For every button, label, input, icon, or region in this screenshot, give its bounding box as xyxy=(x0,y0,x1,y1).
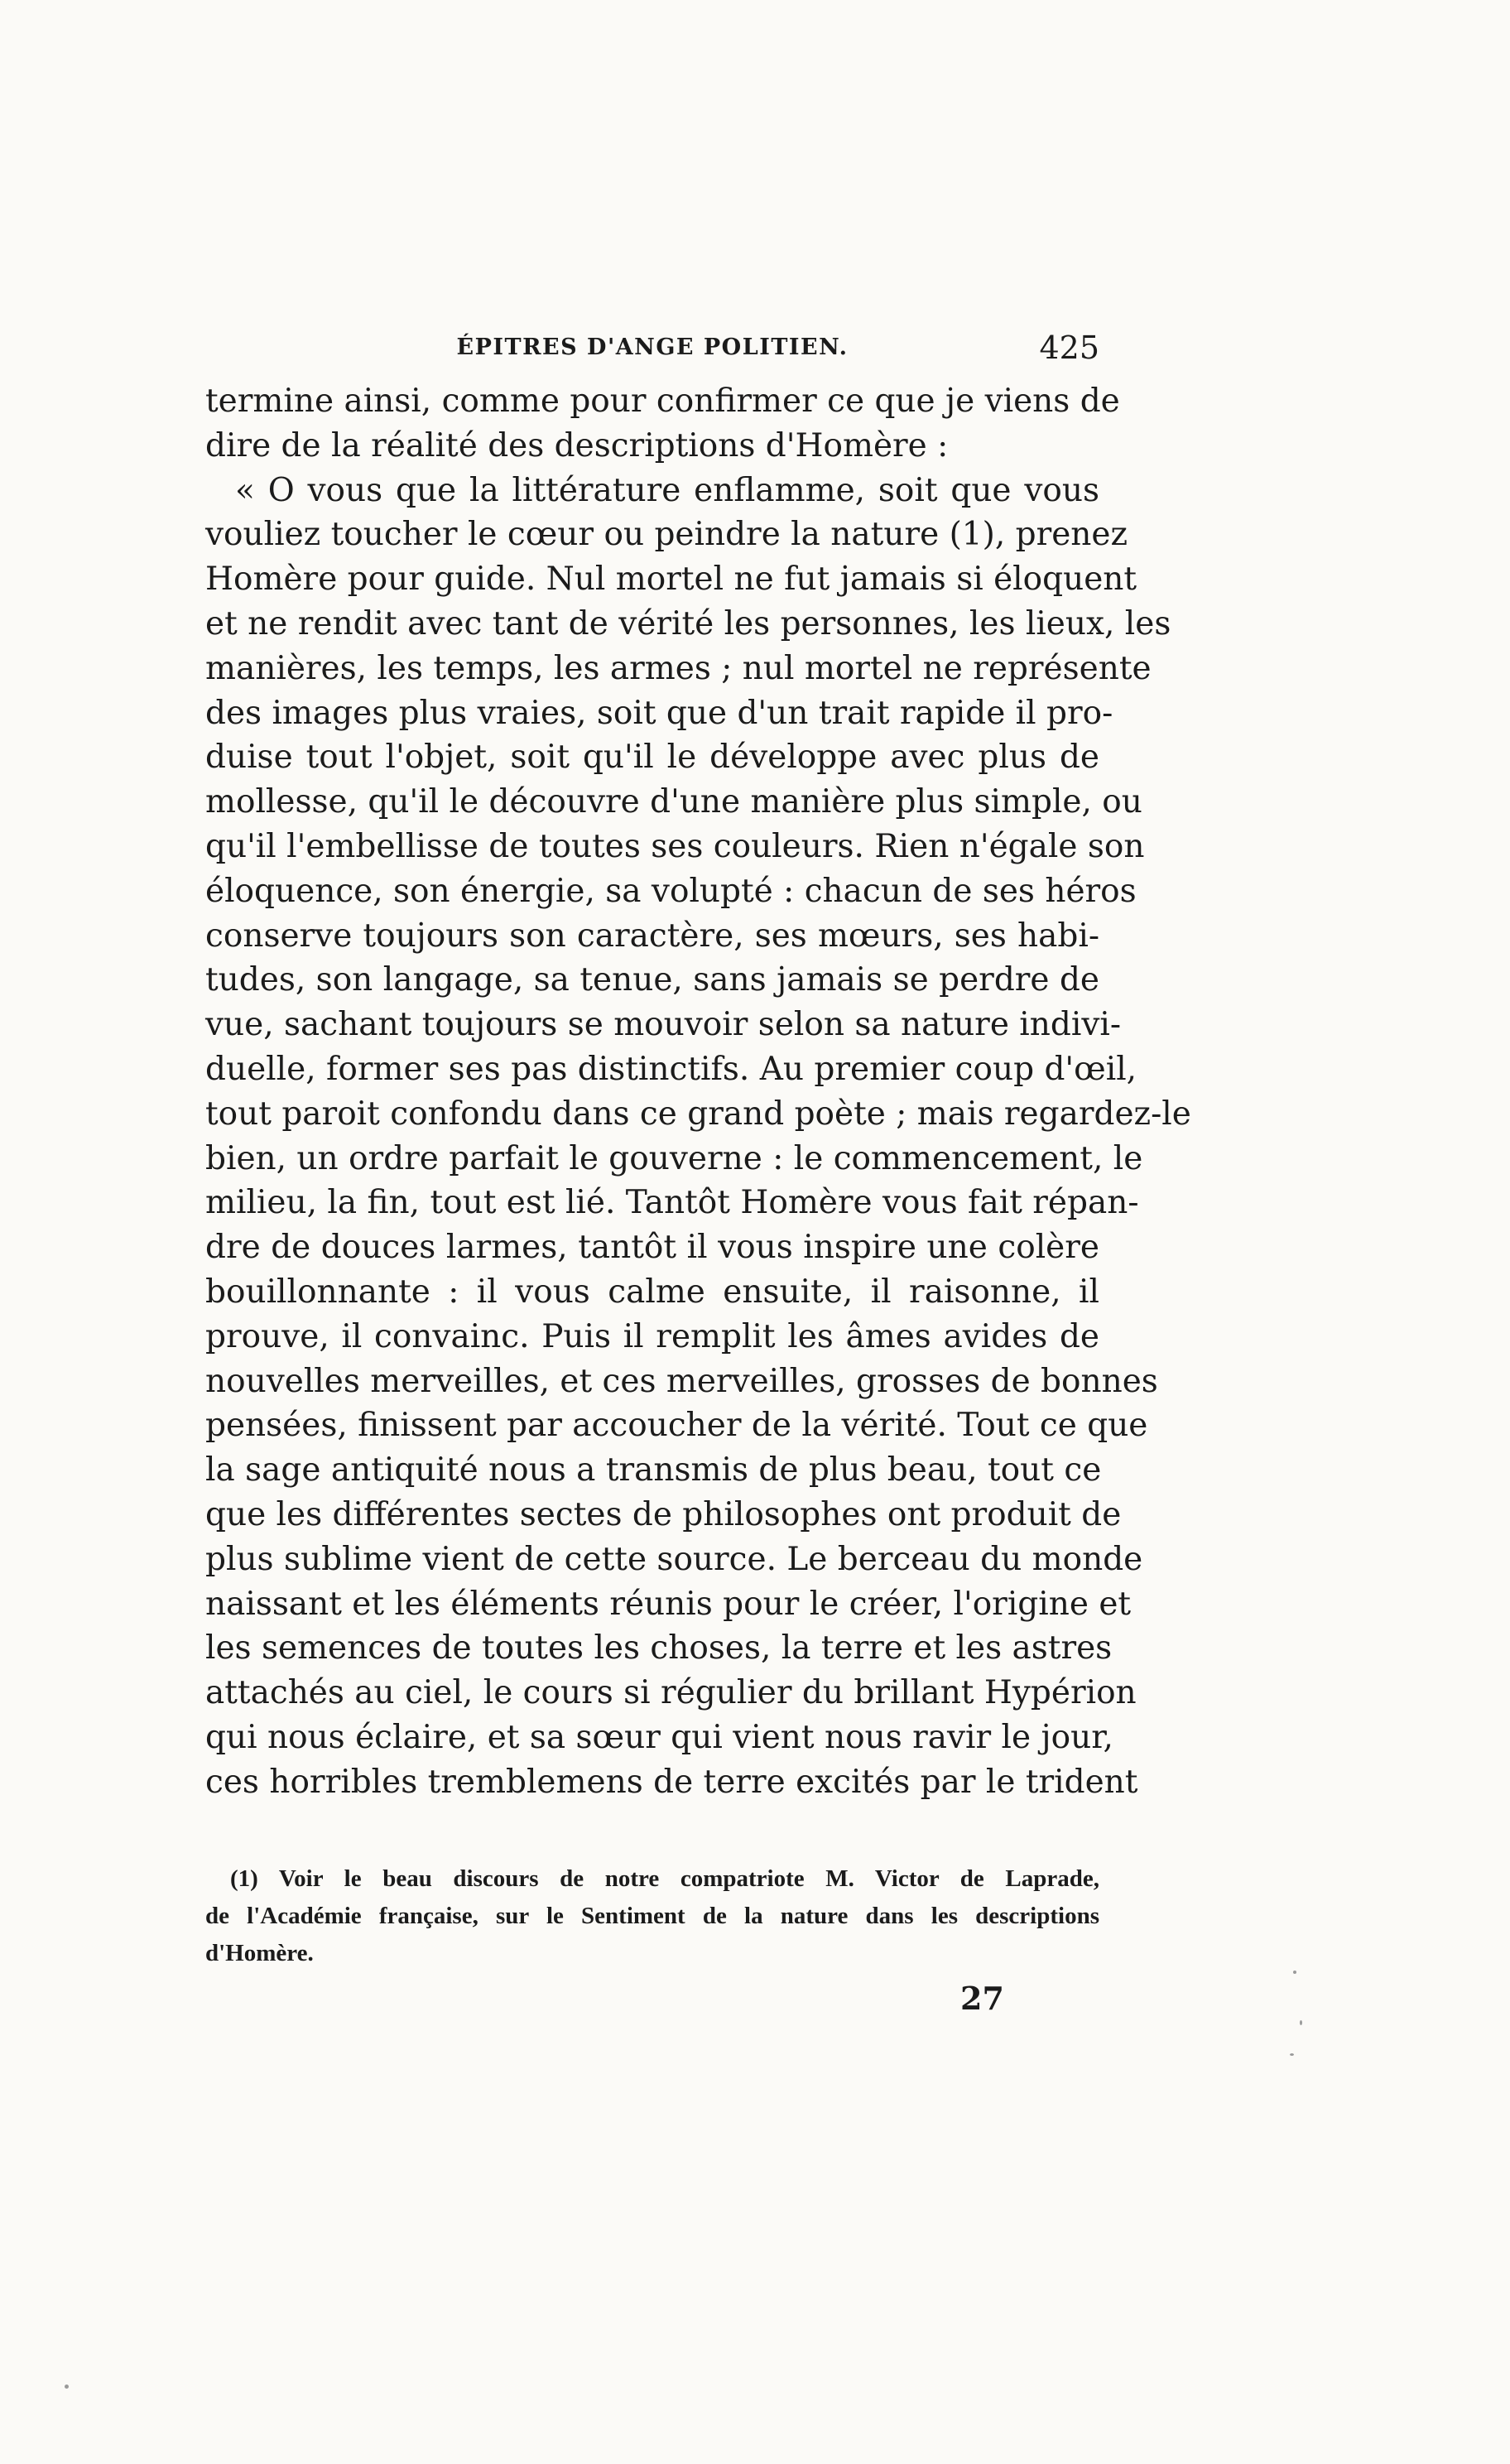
text-line: tudes, son langage, sa tenue, sans jamais se perdre de xyxy=(205,961,1099,999)
text-line: dre de douces larmes, tantôt il vous inspire une colère xyxy=(205,1229,1099,1267)
text-line: vue, sachant toujours se mouvoir selon sa nature indivi- xyxy=(205,1006,1122,1044)
text-line: éloquence, son énergie, sa volupté : chacun de ses héros xyxy=(205,872,1137,910)
text-line: pensées, finissent par accoucher de la vérité. Tout ce que xyxy=(205,1407,1148,1445)
text-line: bouillonnante : il vous calme ensuite, il raisonne, il xyxy=(205,1273,1099,1311)
text-line: conserve toujours son caractère, ses mœurs, ses habi- xyxy=(205,917,1099,955)
text-line: naissant et les éléments réunis pour le créer, l'origine et xyxy=(205,1585,1132,1623)
signature-mark: 27 xyxy=(960,1980,1004,2017)
text-line: qu'il l'embellisse de toutes ses couleurs. Rien n'égale son xyxy=(205,827,1145,865)
text-line: que les différentes sectes de philosophes ont produit de xyxy=(205,1495,1122,1533)
text-line: vouliez toucher le cœur ou peindre la nature (1), prenez xyxy=(205,516,1128,554)
text-line: « O vous que la littérature enflamme, soit que vous xyxy=(235,471,1099,509)
text-line: plus sublime vient de cette source. Le berceau du monde xyxy=(205,1540,1143,1578)
footnote-line: de l'Académie française, sur le Sentiment de la nature dans les descriptions xyxy=(205,1903,1099,1929)
text-line: des images plus vraies, soit que d'un trait rapide il pro- xyxy=(205,694,1113,732)
text-line: tout paroit confondu dans ce grand poète ; mais regardez-le xyxy=(205,1095,1191,1133)
text-line: termine ainsi, comme pour confirmer ce que je viens de xyxy=(205,383,1120,420)
paper-speck xyxy=(1293,1971,1296,1974)
running-title: ÉPITRES D'ANGE POLITIEN. xyxy=(456,334,849,360)
paper-speck xyxy=(1300,2020,1302,2025)
text-line: qui nous éclaire, et sa sœur qui vient nous ravir le jour, xyxy=(205,1718,1113,1756)
page-number: 425 xyxy=(1039,330,1099,366)
text-line: dire de la réalité des descriptions d'Homère : xyxy=(205,426,949,464)
text-line: milieu, la fin, tout est lié. Tantôt Homère vous fait répan- xyxy=(205,1184,1139,1222)
running-head xyxy=(205,327,1099,368)
paper-speck xyxy=(65,2385,69,2389)
text-line: les semences de toutes les choses, la terre et les astres xyxy=(205,1629,1113,1668)
text-line: ces horribles tremblemens de terre excités par le trident xyxy=(205,1763,1138,1801)
footnote-line: (1) Voir le beau discours de notre compatriote M. Victor de Laprade, xyxy=(230,1865,1099,1892)
text-line: la sage antiquité nous a transmis de plus beau, tout ce xyxy=(205,1451,1102,1489)
text-line: duelle, former ses pas distinctifs. Au premier coup d'œil, xyxy=(205,1050,1137,1088)
text-line: Homère pour guide. Nul mortel ne fut jamais si éloquent xyxy=(205,561,1137,599)
text-line: et ne rendit avec tant de vérité les personnes, les lieux, les xyxy=(205,604,1171,642)
text-line: attachés au ciel, le cours si régulier du brillant Hypérion xyxy=(205,1674,1137,1712)
text-line: manières, les temps, les armes ; nul mortel ne représente xyxy=(205,649,1152,687)
text-line: prouve, il convainc. Puis il remplit les âmes avides de xyxy=(205,1317,1099,1355)
paper-speck xyxy=(1290,2053,1294,2056)
footnote xyxy=(205,1860,1099,1972)
footnote-line: d'Homère. xyxy=(205,1940,314,1966)
text-line: nouvelles merveilles, et ces merveilles, grosses de bonnes xyxy=(205,1362,1158,1400)
text-line: mollesse, qu'il le découvre d'une manière plus simple, ou xyxy=(205,783,1142,821)
text-line: duise tout l'objet, soit qu'il le développe avec plus de xyxy=(205,739,1099,777)
body-text xyxy=(205,379,1191,1805)
text-line: bien, un ordre parfait le gouverne : le commencement, le xyxy=(205,1139,1143,1177)
